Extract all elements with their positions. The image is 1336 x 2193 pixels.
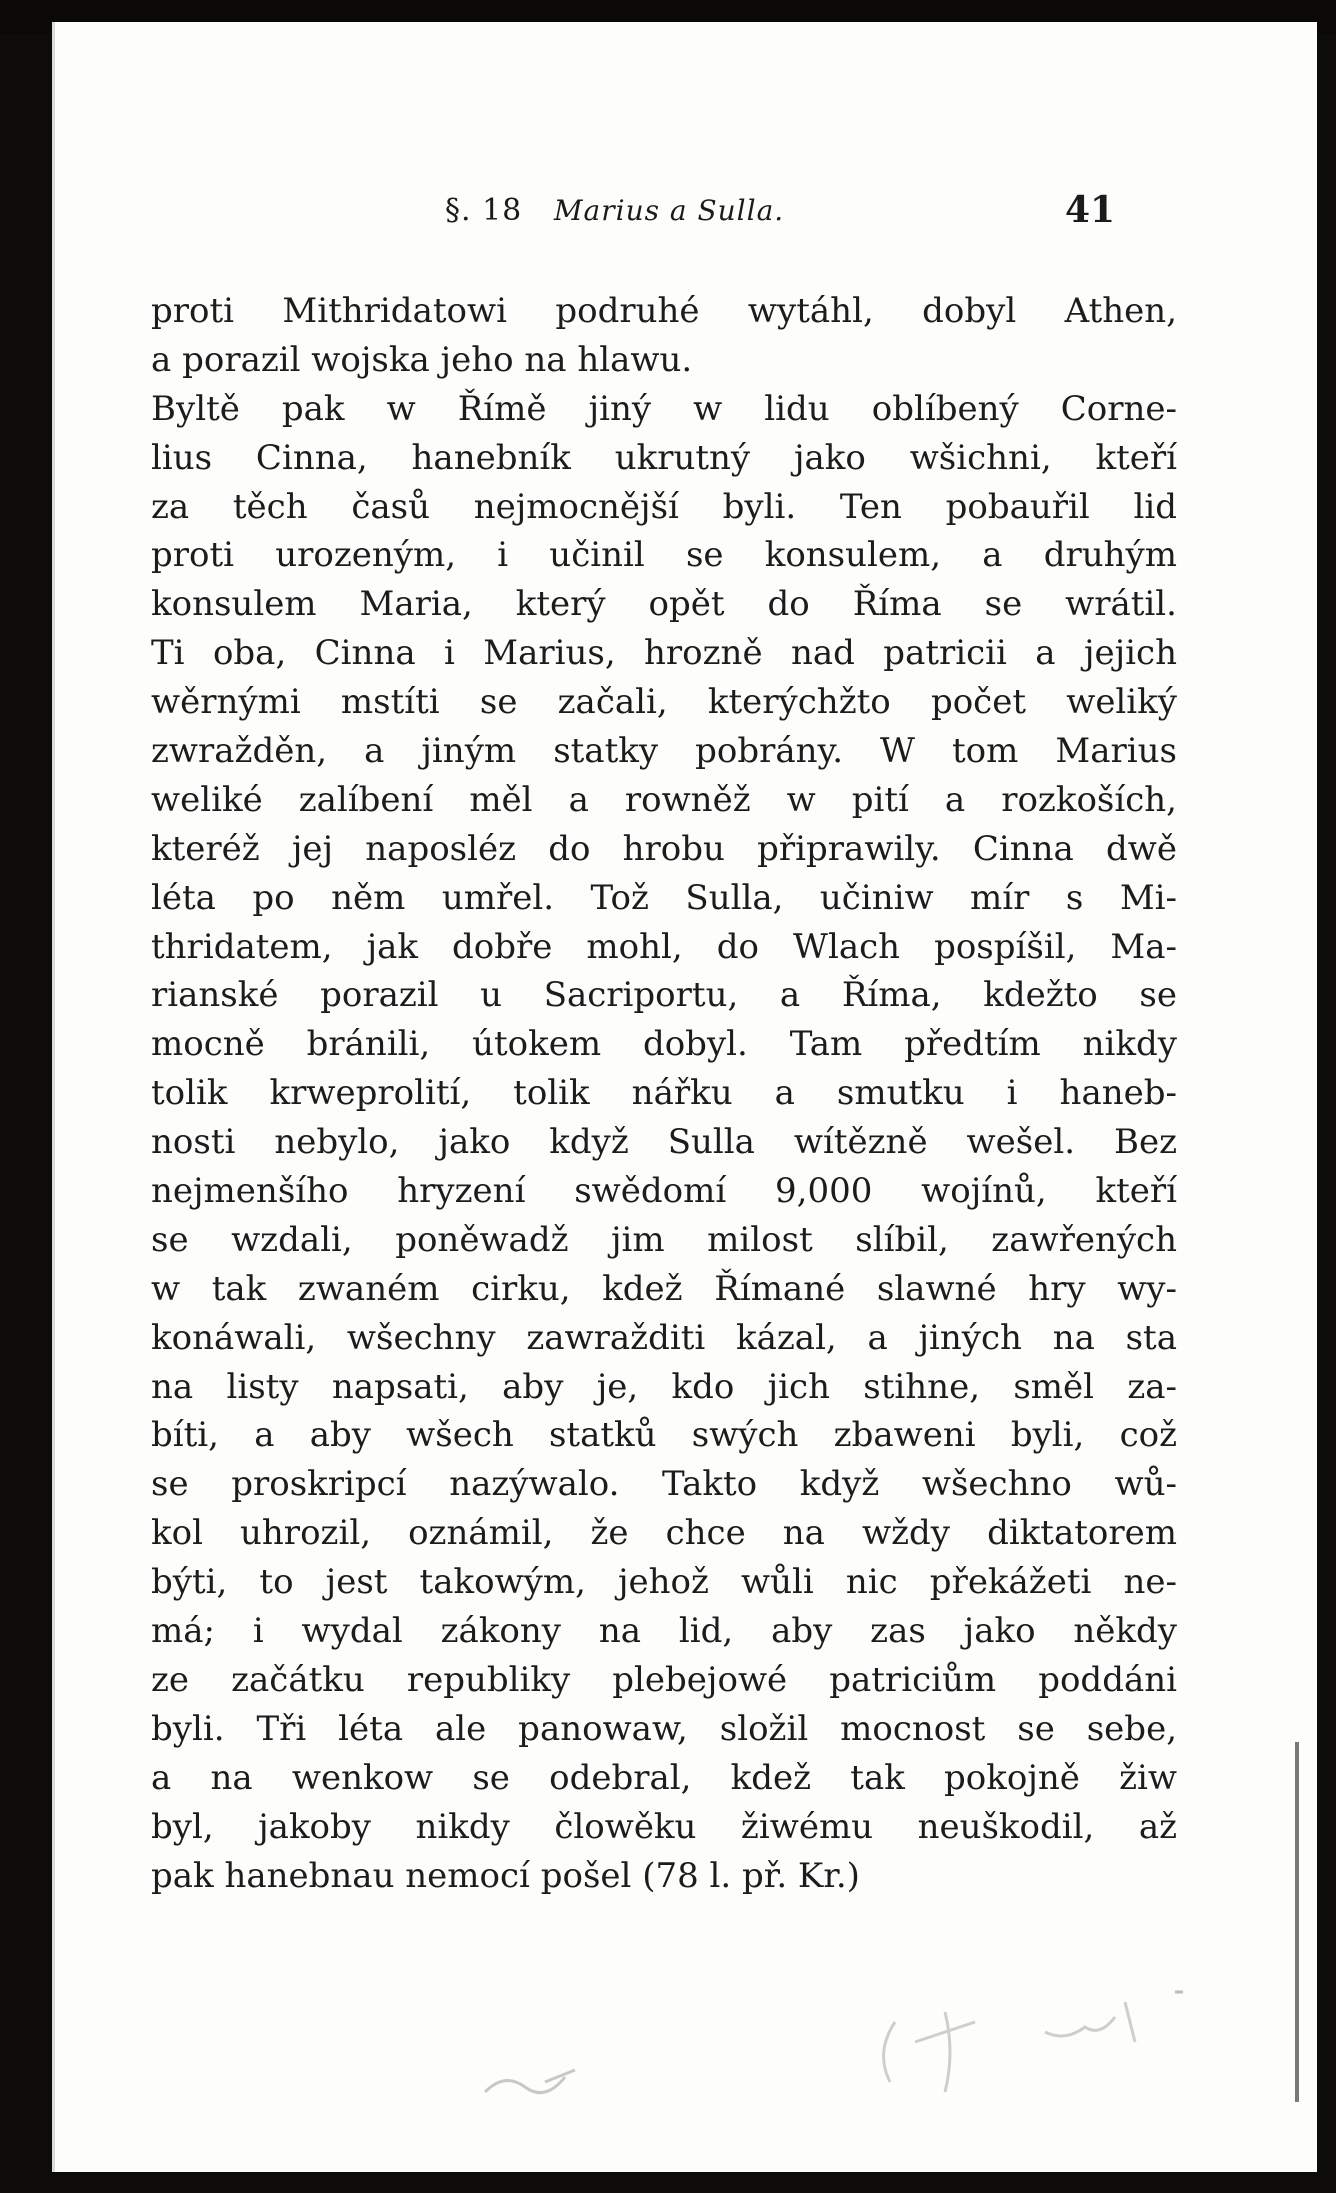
text-line: thridatem, jak dobře mohl, do Wlach pospíšil, Ma- (151, 926, 1177, 967)
text-line: Ti oba, Cinna i Marius, hrozně nad patricii a jejich (151, 633, 1177, 674)
text-line: byli. Tři léta ale panowaw, složil mocnost se sebe, (151, 1708, 1177, 1749)
text-line: wěrnými mstíti se začali, kterýchžto počet weliký (151, 682, 1177, 723)
section-number: §. 18 (445, 193, 523, 228)
text-line: w tak zwaném cirku, kdež Římané slawné hry wy- (151, 1268, 1177, 1309)
text-line: nosti nebylo, jako když Sulla wítězně wešel. Bez (151, 1122, 1177, 1163)
book-page (52, 22, 1317, 2172)
text-line: se proskripcí nazýwalo. Takto když wšechno wů- (151, 1464, 1177, 1505)
text-line: kteréž jej naposléz do hrobu připrawily. Cinna dwě (151, 828, 1177, 869)
text-line: a porazil wojska jeho na hlawu. (151, 339, 693, 380)
text-line: se wzdali, poněwadž jim milost slíbil, zawřených (151, 1219, 1177, 1260)
running-head-center (445, 193, 784, 228)
text-line: za těch časů nejmocnější byli. Ten pobauřil lid (151, 486, 1177, 527)
text-line: má; i wydal zákony na lid, aby zas jako někdy (151, 1611, 1177, 1652)
text-line: weliké zalíbení měl a rowněž w pití a rozkoších, (151, 779, 1177, 820)
text-line: lius Cinna, hanebník ukrutný jako wšichni, kteří (151, 437, 1177, 478)
text-line: pak hanebnau nemocí pošel (78 l. př. Kr.) (151, 1855, 860, 1896)
text-line: rianské porazil u Sacriportu, a Říma, kdežto se (151, 975, 1177, 1016)
page-number: 41 (1065, 189, 1116, 231)
text-line: bíti, a aby wšech statků swých zbaweni byli, což (151, 1415, 1177, 1456)
chapter-title: Marius a Sulla. (553, 194, 785, 227)
text-line: zwražděn, a jiným statky pobrány. W tom Marius (151, 731, 1177, 772)
text-line: mocně bránili, útokem dobyl. Tam předtím nikdy (151, 1024, 1177, 1065)
body-text (151, 287, 1177, 1900)
pencil-marks (475, 1982, 1195, 2122)
text-line: konsulem Maria, který opět do Říma se wrátil. (151, 584, 1177, 625)
text-line: konáwali, wšechny zawražditi kázal, a jiných na sta (151, 1317, 1177, 1358)
text-line: býti, to jest takowým, jehož wůli nic překážeti ne- (151, 1562, 1177, 1603)
text-line: Byltě pak w Římě jiný w lidu oblíbený Corne- (151, 388, 1177, 429)
text-line: proti Mithridatowi podruhé wytáhl, dobyl Athen, (151, 291, 1177, 331)
text-line: kol uhrozil, oznámil, že chce na wždy diktatorem (151, 1513, 1177, 1554)
text-line: proti urozeným, i učinil se konsulem, a druhým (151, 535, 1177, 576)
text-line: a na wenkow se odebral, kdež tak pokojně žiw (151, 1757, 1177, 1798)
text-line: byl, jakoby nikdy člowěku žiwému neuškodil, až (151, 1806, 1177, 1847)
running-head (55, 185, 1317, 245)
text-line: ze začátku republiky plebejowé patriciům poddáni (151, 1659, 1177, 1700)
text-line: tolik krweprolití, tolik nářku a smutku i haneb- (151, 1073, 1177, 1114)
text-line: nejmenšího hryzení swědomí 9,000 wojínů, kteří (151, 1171, 1177, 1212)
text-line: léta po něm umřel. Tož Sulla, učiniw mír s Mi- (151, 877, 1177, 918)
text-line: na listy napsati, aby je, kdo jich stihne, směl za- (151, 1366, 1177, 1407)
